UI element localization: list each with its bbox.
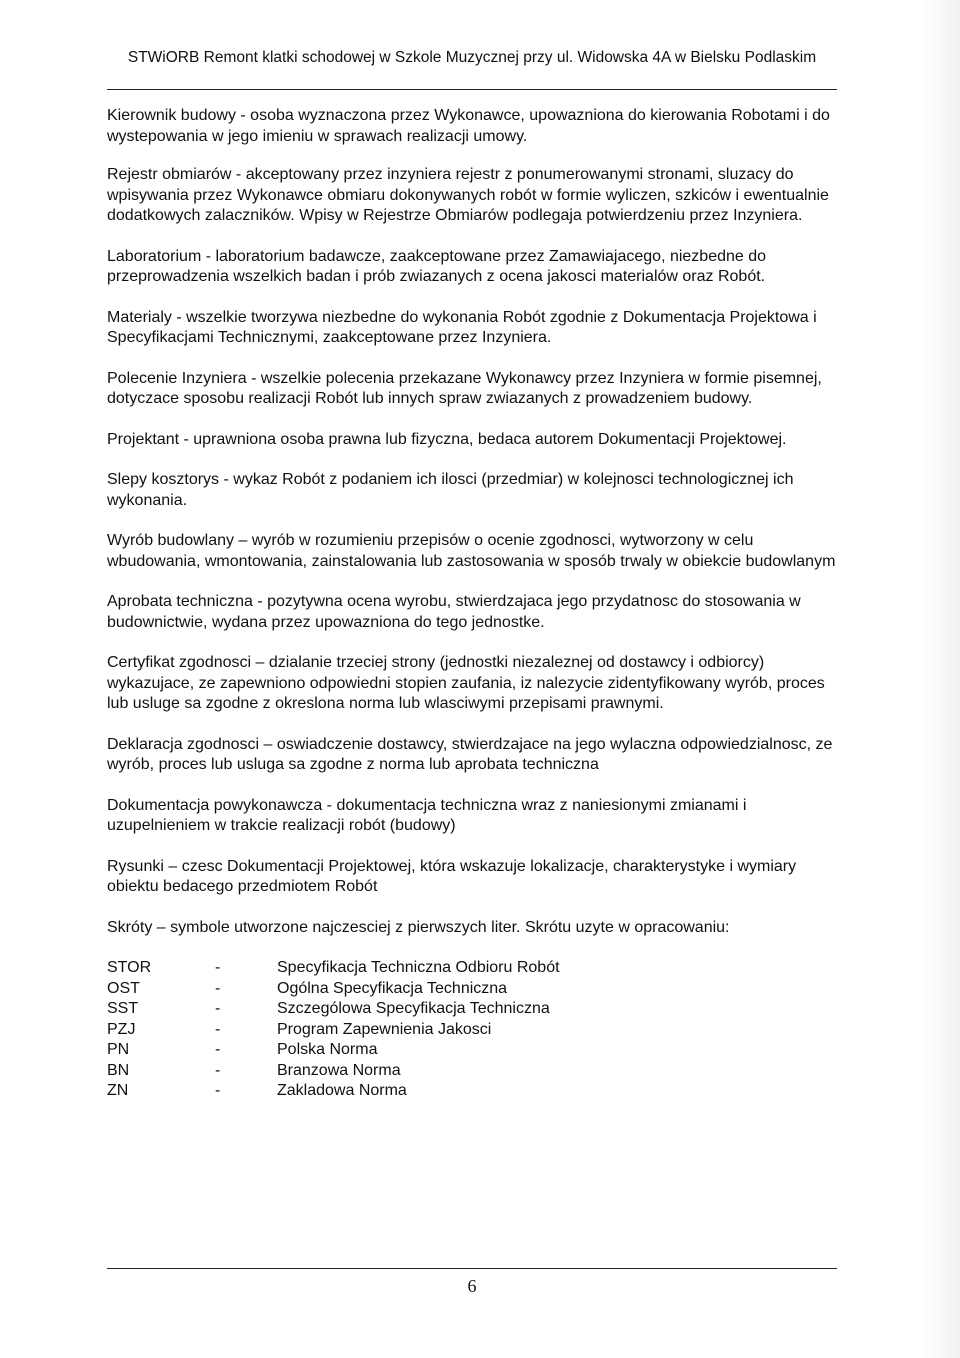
paragraph-slepy-kosztorys: Slepy kosztorys - wykaz Robót z podaniem ich ilosci (przedmiar) w kolejnosci technologicznej ich wykonania. [107,471,794,509]
footer-divider [107,1268,837,1269]
abbreviation-dash: - [215,1000,221,1017]
abbreviation-row [107,1020,560,1041]
abbreviation-meaning: Szczególowa Specyfikacja Techniczna [277,1000,550,1017]
paragraph-skroty: Skróty – symbole utworzone najczesciej z pierwszych liter. Skrótu uzyte w opracowaniu: [107,918,730,936]
paragraph-rysunki: Rysunki – czesc Dokumentacji Projektowej, która wskazuje lokalizacje, charakterystyke i wymiary obiektu bedacego przedmiotem Robót [107,857,797,895]
paragraph-certyfikat-zgodnosci: Certyfikat zgodnosci – dzialanie trzeciej strony (jednostki niezaleznej od dostawcy i odbiorcy) wykazujace, ze zapewniono odpowiedni stopien zaufania, iz nalezycie zidentyfikowany wyrób, proces lub usluge sa zgodne z okreslona norma lub wlasciwymi przepisami prawnymi. [107,654,825,712]
abbreviation-row [107,999,560,1020]
abbreviation-code: BN [107,1061,130,1079]
abbreviation-code: SST [107,1000,139,1017]
paragraph-projektant: Projektant - uprawniona osoba prawna lub fizyczna, bedaca autorem Dokumentacji Projektowej. [107,430,787,448]
document-body [107,106,837,1102]
abbreviation-row [107,1081,560,1102]
abbreviation-code: STOR [107,959,152,976]
header-divider [107,89,837,90]
paragraph-polecenie-inzyniera: Polecenie Inzyniera - wszelkie polecenia przekazane Wykonawcy przez Inzyniera w formie pisemnej, dotyczace sposobu realizacji Robót lub innych spraw zwiazanych z prowadzeniem budowy. [107,369,822,407]
abbreviation-code: PZJ [107,1020,136,1038]
abbreviation-code: OST [107,979,140,997]
page-header [107,48,837,67]
abbreviation-dash: - [215,1041,221,1058]
abbreviation-meaning: Branzowa Norma [277,1061,401,1079]
abbreviation-code: ZN [107,1082,129,1099]
abbreviation-row [107,958,560,979]
abbreviation-row [107,1040,560,1061]
abbreviation-meaning: Program Zapewnienia Jakosci [277,1020,492,1038]
paragraph-rejestr-obmiarow: Rejestr obmiarów - akceptowany przez inzyniera rejestr z ponumerowanymi stronami, sluzacy do wpisywania przez Wykonawce obmiaru dokonywanych robót w formie wyliczen, szkiców i ewentualnie dodatkowych zalaczników. Wpisy w Rejestrze Obmiarów podlegaja potwierdzeniu przez Inzyniera. [107,166,829,224]
abbreviation-code: PN [107,1041,130,1058]
abbreviation-meaning: Polska Norma [277,1041,378,1058]
abbreviation-meaning: Specyfikacja Techniczna Odbioru Robót [277,959,560,976]
paragraph-aprobata-techniczna: Aprobata techniczna - pozytywna ocena wyrobu, stwierdzajaca jego przydatnosc do stosowania w budownictwie, wydana przez upowazniona do tego jednostke. [107,593,801,631]
paragraph-dokumentacja-powykonawcza: Dokumentacja powykonawcza - dokumentacja techniczna wraz z naniesionymi zmianami i uzupelnieniem w trakcie realizacji robót (budowy) [107,796,747,834]
abbreviation-row [107,979,560,1000]
abbreviations-table [107,958,560,1102]
abbreviation-meaning: Zakladowa Norma [277,1082,407,1099]
paragraph-wyrob-budowlany: Wyrób budowlany – wyrób w rozumieniu przepisów o ocenie zgodnosci, wytworzony w celu wbudowania, wmontowania, zainstalowania lub zastosowania w sposób trwaly w obiekcie budowlanym [107,532,836,570]
abbreviation-dash: - [215,979,221,997]
abbreviation-dash: - [215,959,221,976]
paragraph-laboratorium: Laboratorium - laboratorium badawcze, zaakceptowane przez Zamawiajacego, niezbedne do przeprowadzenia wszelkich badan i prób zwiazanych z ocena jakosci materialów oraz Robót. [107,247,767,285]
abbreviation-dash: - [215,1082,221,1099]
header-title: STWiORB Remont klatki schodowej w Szkole Muzycznej przy ul. Widowska 4A w Bielsku Podlaskim [127,49,817,66]
paragraph-materialy: Materialy - wszelkie tworzywa niezbedne do wykonania Robót zgodnie z Dokumentacja Projektowa i Specyfikacjami Technicznymi, zaakceptowane przez Inzyniera. [107,308,817,346]
paragraph-deklaracja-zgodnosci: Deklaracja zgodnosci – oswiadczenie dostawcy, stwierdzajace na jego wylaczna odpowiedzialnosc, ze wyrób, proces lub usluga sa zgodne z norma lub aprobata techniczna [107,735,833,773]
page-number: 6 [467,1276,477,1296]
paragraph-kierownik-budowy: Kierownik budowy - osoba wyznaczona przez Wykonawce, upowazniona do kierowania Robotami i do wystepowania w jego imieniu w sprawach realizacji umowy. [107,107,830,145]
abbreviation-row [107,1061,560,1082]
abbreviation-meaning: Ogólna Specyfikacja Techniczna [277,979,508,997]
abbreviation-dash: - [215,1020,221,1038]
scan-edge-shading [920,0,960,1358]
abbreviation-dash: - [215,1061,221,1079]
